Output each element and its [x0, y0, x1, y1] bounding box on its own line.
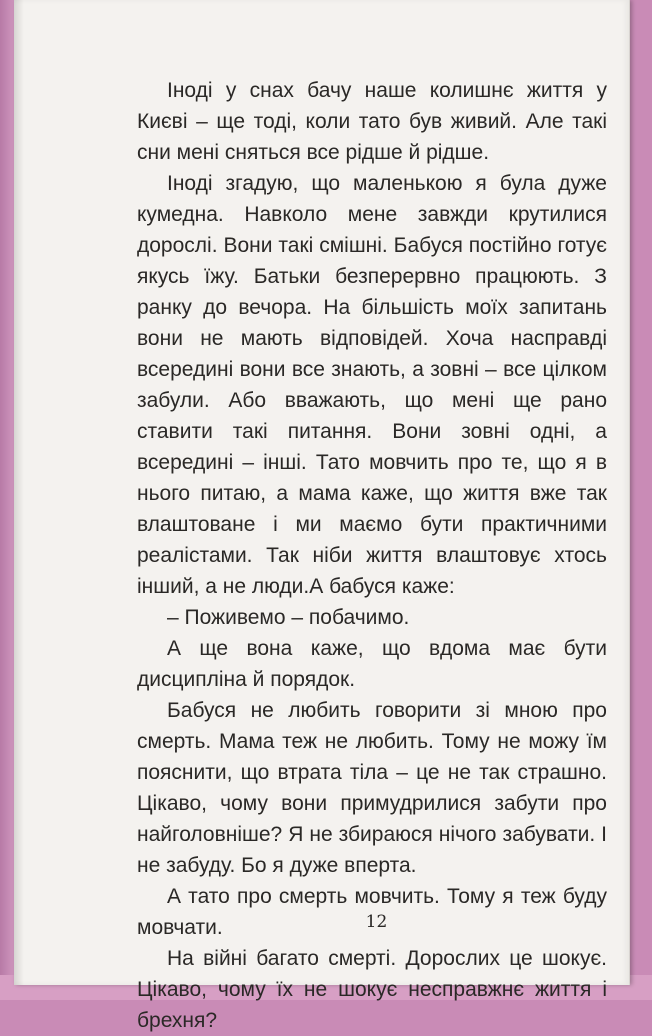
paragraph-5: Бабуся не любить говорити зі мною про смерть. Мама теж не любить. Тому не можу їм пояснити, що втрата тіла – це не так страшно. Цікаво, чому вони примудрилися забути про найголовніше? Я не збираюся нічого забувати. І не забуду. Бо я дуже вперта.: [137, 699, 607, 877]
book-page: [14, 0, 630, 1032]
paragraph-4: А ще вона каже, що вдома має бути дисципліна й порядок.: [137, 637, 607, 691]
page-spine-shadow: [14, 0, 24, 985]
page-number: 12: [365, 912, 388, 932]
paragraph-2: Іноді згадую, що маленькою я була дуже кумедна. Навколо мене завжди крутилися дорослі. Вони такі смішні. Бабуся постійно готує якусь їжу. Батьки безперервно працюють. З ранку до вечора. На більшість моїх запитань вони не мають відповідей. Хоча насправді всередині вони все знають, а зовні – все цілком забули. Або вважають, що мені ще рано ставити такі питання. Вони зовні одні, а всередині – інші. Тато мовчить про те, що я в нього питаю, а мама каже, що життя вже так влаштоване і ми маємо бути практичними реалістами. Так ніби життя влаштовує хтось інший, а не люди.А бабуся каже:: [137, 172, 607, 598]
paragraph-7: На війні багато смерті. Дорослих це шокує. Цікаво, чому їх не шокує несправжнє життя і брехня?: [137, 947, 607, 1032]
paragraph-3: – Поживемо – побачимо.: [167, 606, 410, 629]
paragraph-1: Іноді у снах бачу наше колишнє життя у Києві – ще тоді, коли тато був живий. Але такі сни мені сняться все рідше й рідше.: [137, 79, 607, 164]
page-text: [137, 75, 607, 1036]
paragraph-6: А тато про смерть мовчить. Тому я теж буду мовчати.: [137, 885, 607, 939]
